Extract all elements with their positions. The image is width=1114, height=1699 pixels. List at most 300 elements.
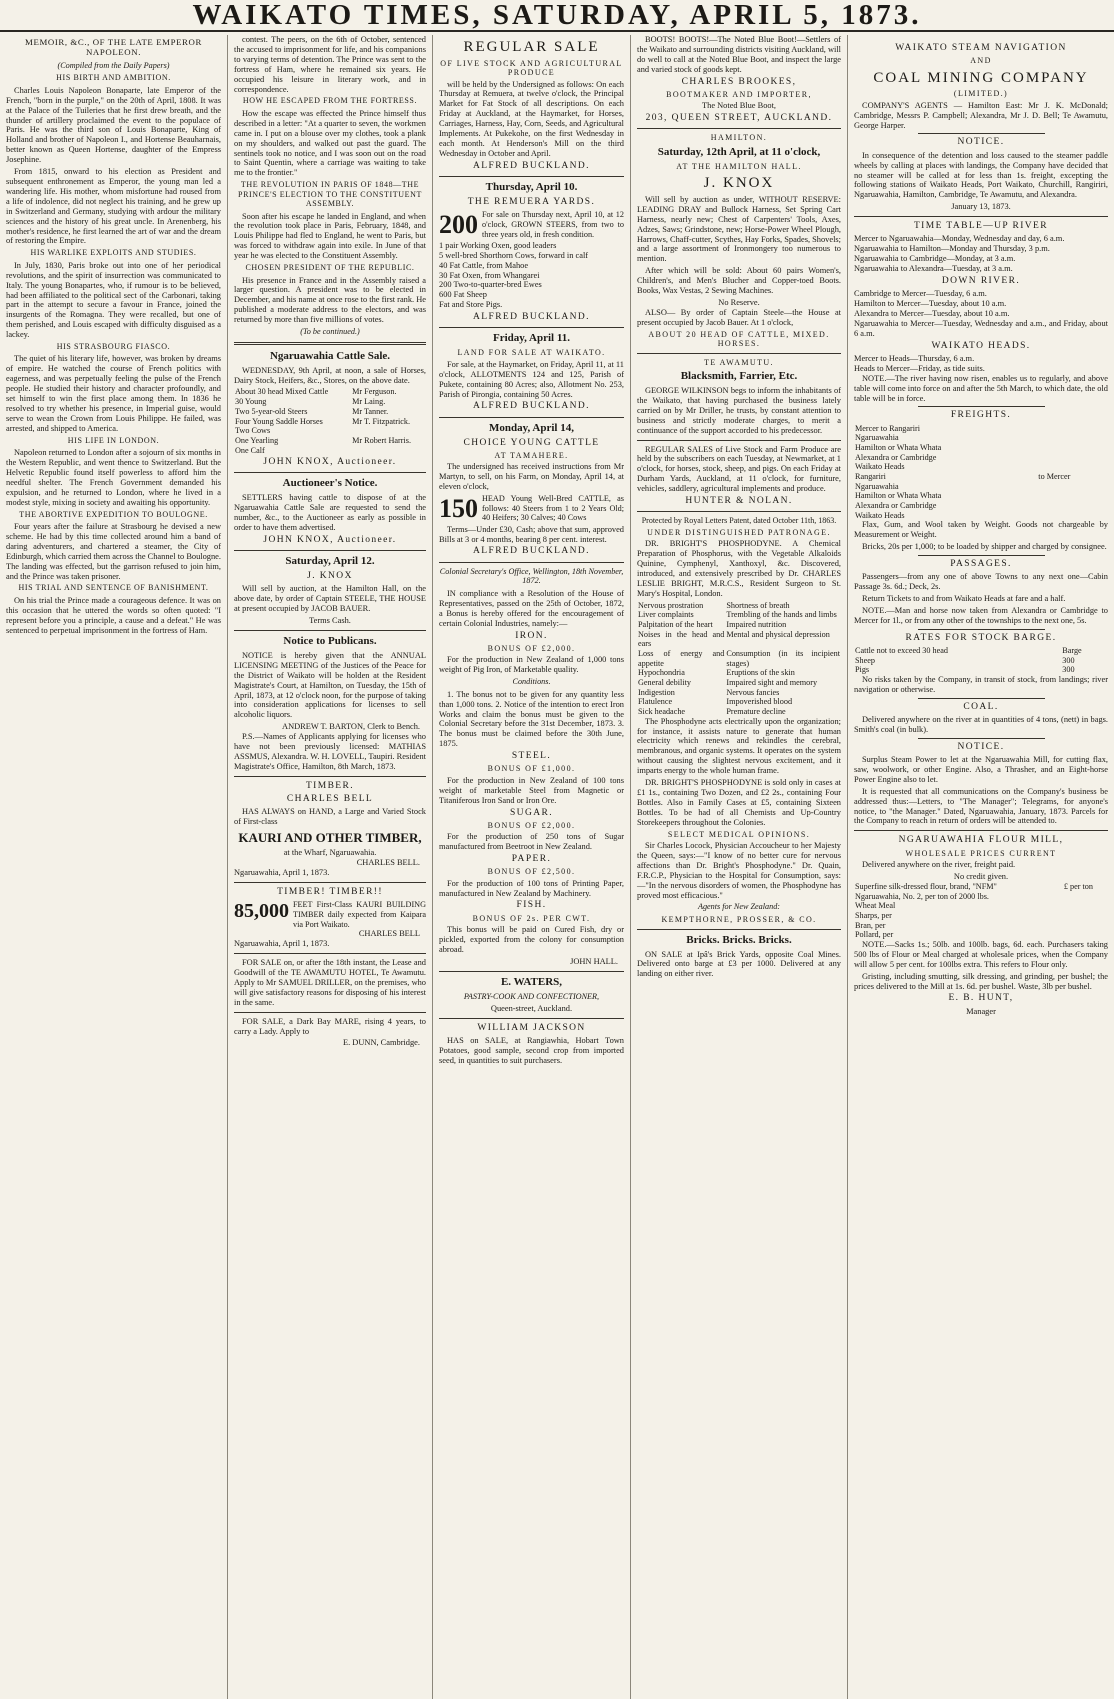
merchant-name: CHARLES BELL: [286, 794, 374, 805]
company-and: AND: [970, 56, 992, 66]
paragraph: Napoleon returned to London after a sojourn of six months in the Western Republic, and went thence to Switzerland. But the Helvetic Republic found itself powerless to afford him the needful shelter. The French Government demanded his expulsion, and he returned to London, where he lived in a modest style, mixing in society and awaiting his opportunity.: [6, 448, 221, 507]
paragraph: Four years after the failure at Strasbourg he devised a new scheme. He had by this time collected around him a band of daring adventurers, and chartered a steamer, the City of Edinburgh, which carried them across the Channel to Boulogne. The landing was effected, but the garrison refused to join him, and the Prince was taken prisoner.: [6, 522, 221, 581]
ailment: Consumption (in its incipient stages): [726, 648, 840, 668]
paragraph: In July, 1830, Paris broke out into one of her periodical revolutions, and the spirit of insurrection was communicated to Italy. The young Bonapartes, who, if rumour is to be believed, had been affiliated to the political sect of the Carbonari, taking part in the attempt to secure a favour in France, joined the insurgents of the Romagna. They were recalled, but one of them perished, and Louis escaped with difficulty disguised as a lackey.: [6, 260, 221, 340]
divider: [234, 550, 426, 551]
notice-body: Surplus Steam Power to let at the Ngaruawahia Mill, for cutting flax, saw, woolwork, or other Engine. Also, a Thrasher, and an Eight-horse Power Engine also to let.: [854, 755, 1108, 784]
flour-mill-title: NGARUAWAHIA FLOUR MILL,: [898, 835, 1064, 846]
bonus-amount: BONUS OF £2,000.: [487, 643, 576, 653]
merchant-trade: BOOTMAKER AND IMPORTER,: [666, 89, 812, 99]
passages-body: Passengers—from any one of above Towns to any next one—Cabin Passage 3s. 6d.; Deck, 2s.: [854, 572, 1108, 592]
table-row: [854, 501, 1108, 511]
divider: [439, 176, 624, 177]
freight-route: Waikato Heads: [855, 510, 905, 520]
ad-body: HEAD Young Well-Bred CATTLE, as follows: 40 Steers from 1 to 2 Years Old; 40 Heifers; 30 Calves; 40 Cows: [482, 493, 624, 523]
bonus-title: IRON.: [515, 630, 548, 641]
ad-location: HAMILTON.: [710, 133, 768, 143]
flour-product: Sharps, per: [855, 910, 892, 920]
ad-body: FOR SALE on, or after the 18th instant, the Lease and Goodwill of the TE AWAMUTU HOTEL, Te Awamutu. Apply to Mr SAMUEL DRILLER, on the premises, who will give satisfactory reasons for disposing of his interest in the same.: [234, 958, 426, 1007]
up-river-list: [854, 234, 1108, 274]
list-item: 30 Fat Oxen, from Whangarei: [439, 270, 540, 280]
section-heading: HIS BIRTH AND AMBITION.: [56, 73, 171, 83]
ad-title: Blacksmith, Farrier, Etc.: [680, 370, 798, 382]
ad-date: Ngaruawahia, April 1, 1873.: [234, 939, 330, 949]
table-row: [637, 630, 841, 649]
auctioneer-name: J. KNOX: [307, 571, 353, 582]
page-columns: [0, 32, 1114, 1699]
stock-owner: Mr Tanner.: [352, 406, 389, 416]
freights-table: [854, 424, 1108, 521]
stock-note: No risks taken by the Company, in transit of stock, from landings; river navigation or otherwise.: [854, 675, 1108, 694]
company-title: WAIKATO STEAM NAVIGATION: [895, 43, 1067, 53]
ailment: Sick headache: [638, 706, 686, 716]
timetable-entry: Mercer to Heads—Thursday, 6 a.m.: [854, 353, 975, 363]
table-row: [234, 417, 426, 427]
ailment: Indigestion: [638, 687, 675, 697]
notice-body: In consequence of the detention and loss caused to the steamer paddle wheels by calling at places with landings, the Company have decided that no steamer will be called at for less than 1s. freight, excepting the following stations of Waikato Heads, Port Waikato, Churchill, Rangiriri, Ngaruawahia, Hamilton, Cambridge, Te Awamutu, and Alexandra.: [854, 150, 1108, 200]
agents-name: KEMPTHORNE, PROSSER, & CO.: [661, 915, 817, 925]
flour-product: Pollard, per: [855, 930, 894, 940]
stock-kind: Sheep: [855, 655, 876, 665]
bonus-amount: BONUS OF £2,500.: [487, 867, 576, 877]
freight-destination: [1037, 482, 1108, 492]
ailment: Impaired nutrition: [726, 619, 787, 629]
bonus-title: FISH.: [516, 900, 547, 911]
agents-label: Agents for New Zealand:: [697, 902, 781, 912]
conditions-heading: Conditions.: [512, 677, 551, 687]
ad-body: SETTLERS having cattle to dispose of at the Ngaruawahia Cattle Sale are requested to send the number, &c., to the Auctioneer as early as possible in order to have them advertised.: [234, 493, 426, 533]
divider: [439, 562, 624, 563]
ad-subtitle: CHOICE YOUNG CATTLE: [463, 437, 600, 448]
list-item: 1 pair Working Oxen, good leaders: [439, 240, 557, 250]
table-row: [234, 446, 426, 456]
ad-title: Ngaruawahia Cattle Sale.: [269, 349, 391, 362]
ad-title: Saturday, 12th April, at 11 o'clock,: [657, 145, 821, 158]
freight-route: Waikato Heads: [855, 462, 905, 472]
ad-location: AT TAMAHERE.: [494, 450, 569, 460]
bonus-body: For the production of 250 tons of Sugar manufactured from Beetroot in New Zealand.: [439, 832, 624, 852]
timetable-entry: Ngaruawahia to Hamilton—Monday and Thursday, 3 p.m.: [854, 244, 1050, 254]
ad-body: DR. BRIGHT'S PHOSPHODYNE. A Chemical Preparation of Phosphorus, with the Vegetable Alkaloids Quinine, Cymphenyl, Xanthoxyl, &c. Discovered, introduced, and extensively prescribed by Dr. CHARLES LESLIE BRIGHT, M.R.C.S., Resident Surgeon to St. Mary's Hospital, London.: [637, 539, 841, 598]
freight-destination: [1037, 424, 1108, 434]
ailment: Loss of energy and appetite: [638, 648, 725, 668]
divider: [439, 1018, 624, 1019]
freight-destination: [1037, 433, 1108, 443]
ailment: Noises in the head and ears: [638, 629, 725, 649]
ad-terms: Terms—Under £30, Cash; above that sum, approved Bills at 3 or 4 months, bearing 8 per cent. interest.: [439, 524, 624, 544]
ad-signature: ANDREW T. BARTON, Clerk to Bench.: [282, 722, 420, 732]
divider: [234, 342, 426, 345]
divider: [637, 511, 841, 512]
ad-subtitle: LAND FOR SALE AT WAIKATO.: [457, 348, 606, 358]
flour-price: [1063, 921, 1108, 931]
column-3: [433, 35, 631, 1699]
ad-note: No Reserve.: [718, 297, 760, 307]
stock-owner: Mr Robert Harris.: [352, 435, 411, 445]
table-row: [854, 646, 1108, 656]
table-row: [854, 443, 1108, 453]
ad-price: DR. BRIGHT'S PHOSPHODYNE is sold only in cases at £1 1s., containing Two Dozen, and £2 2s., containing Four Bottles. Also in Family Cases at £5, containing Sixteen Bottles. To be had of all Chemists and Up-Country Storekeepers throughout the Colonies.: [637, 778, 841, 827]
table-row: [854, 482, 1108, 492]
list-item: 600 Fat Sheep: [439, 290, 487, 300]
bonus-title: STEEL.: [511, 751, 552, 762]
divider: [234, 953, 426, 954]
timetable-entry: Cambridge to Mercer—Tuesday, 6 a.m.: [854, 289, 987, 299]
flour-price: [1063, 892, 1108, 902]
divider: [918, 738, 1045, 739]
ad-postscript: P.S.—Names of Applicants applying for licenses who have not been previously licensed: MATHIAS ASSMUS, Alexandra. W. H. LOVELL, Taupiri. Resident Magistrate's Office, Hamilton, 8th March, 1873.: [234, 732, 426, 771]
flour-price: [1063, 930, 1108, 940]
bonus-conditions: 1. The bonus not to be given for any quantity less than 1,000 tons. 2. Notice of the intention to erect Iron Works and claim the bonus must be given to the Colonial Secretary before the 31st December, 1873. 3. The bonus must be claimed before the 30th June, 1875.: [439, 689, 624, 749]
stock-kind: Cattle not to exceed 30 head: [855, 646, 948, 655]
table-row: [234, 387, 426, 397]
ad-title: Notice to Publicans.: [283, 634, 377, 647]
ad-title: Thursday, April 10.: [485, 181, 578, 194]
ad-signature: JOHN KNOX, Auctioneer.: [263, 457, 397, 468]
timetable-entry: Hamilton to Mercer—Tuesday, about 10 a.m.: [854, 299, 1007, 309]
freight-destination: [1037, 443, 1108, 453]
table-row: [637, 697, 841, 707]
bonus-body: For the production in New Zealand of 100 tons weight of marketable Steel from Magnetic or Titaniferous Iron Sand or Iron Ore.: [439, 775, 624, 805]
bonus-title: SUGAR.: [510, 807, 553, 818]
ad-title: Saturday, April 12.: [285, 555, 375, 568]
paragraph: Charles Louis Napoleon Bonaparte, late Emperor of the French, "born in the purple," on the 20th of April, 1808. It was at the Palace of the Tuileries that he first drew breath, and the thunder of artillery proclaimed the event to the populace of Paris. He was the third son of Louis Bonaparte, King of Holland and brother of Napoleon I., and Hortense Beauharnais, better known as Queen Hortense, daughter of the Empress Josephine.: [6, 85, 221, 165]
table-row: [854, 656, 1108, 666]
column-2: [228, 35, 433, 1699]
merchant-name: WILLIAM JACKSON: [477, 1023, 586, 1034]
ad-body: BOOTS! BOOTS!—The Noted Blue Boot!—Settlers of the Waikato and surrounding districts visiting Auckland, will do well to call at the Noted Blue Boot, and inspect the large and varied stock of goods kept.: [637, 35, 841, 74]
stock-owner: [351, 446, 426, 456]
table-row: [234, 436, 426, 446]
steers-quantity: 200: [439, 210, 478, 240]
ad-body: GEORGE WILKINSON begs to inform the inhabitants of the Waikato, that having purchased the business lately carried on by Mr Driller, he trusts, by constant attention to business and strictly moderate charges, to merit a continuance of the support accorded to his predecessor.: [637, 385, 841, 435]
divider: [637, 929, 841, 930]
ad-headline: ABOUT 20 HEAD OF CATTLE, MIXED. HORSES.: [648, 329, 830, 349]
ad-signature: HUNTER & NOLAN.: [685, 496, 793, 507]
ailment: Nervous fancies: [726, 687, 780, 697]
table-row: [854, 892, 1108, 902]
bonus-body: For the production in New Zealand of 1,000 tons weight of Pig Iron, of Marketable quality.: [439, 655, 624, 675]
divider: [234, 1012, 426, 1013]
table-row: [854, 882, 1108, 892]
company-limited: (LIMITED.): [953, 89, 1009, 99]
freight-route: Ngaruawahia: [855, 481, 899, 491]
ailment: Liver complaints: [638, 610, 694, 620]
flour-note: NOTE.—Sacks 1s.; 50lb. and 100lb. bags, 6d. each. Purchasers taking 500 lbs of Flour or Meal charged at wholesale prices, when the Company will allow 5 per cent. for 100lbs extra. This refers to Flour only.: [854, 939, 1108, 969]
timetable-entry: Ngaruawahia to Alexandra—Tuesday, at 3 a.m.: [854, 264, 1013, 274]
table-row: [854, 921, 1108, 931]
merchant-name: CHARLES BROOKES,: [681, 76, 797, 87]
stock-rate: Barge: [1062, 646, 1082, 655]
ailment: Impaired sight and memory: [726, 677, 818, 687]
table-row: [854, 911, 1108, 921]
ailment: Mental and physical depression: [726, 629, 830, 639]
section-heading: THE ABORTIVE EXPEDITION TO BOULOGNE.: [19, 509, 208, 519]
article-headline: MEMOIR, &C., OF THE LATE EMPEROR NAPOLEON.: [25, 37, 202, 58]
ad-body: The undersigned has received instructions from Mr Martyn, to sell, on his Farm, on Monday, April 14, at eleven o'clock,: [439, 462, 624, 492]
flour-role: Manager: [966, 1006, 996, 1016]
notice-signature: JOHN HALL.: [570, 956, 618, 966]
stock-owner: [351, 426, 426, 436]
ad-body: ON SALE at Ipâ's Brick Yards, opposite Coal Mines. Delivered onto barge at £3 per 1000. Delivered at any landing on either river.: [637, 949, 841, 979]
ad-signature: CHARLES BELL: [358, 929, 420, 939]
ad-signature: ALFRED BUCKLAND.: [473, 160, 590, 171]
ad-terms: Terms Cash.: [309, 616, 351, 626]
cattle-quantity: 150: [439, 493, 478, 523]
merchant-name: E. WATERS,: [500, 975, 563, 988]
ad-location: at the Wharf, Ngaruawahia.: [283, 848, 377, 858]
divider: [637, 440, 841, 441]
notice-body: IN compliance with a Resolution of the House of Representatives, passed on the 25th of October, 1872, a Bonus is hereby offered for the encouragement of certain Colonial Industries, namely:—: [439, 589, 624, 628]
divider: [234, 630, 426, 631]
cattle-sale-table: [234, 387, 426, 455]
stock-owner: Mr Ferguson.: [352, 387, 397, 397]
freights-title: FREIGHTS.: [950, 410, 1012, 421]
timber-quantity: 85,000: [234, 900, 289, 923]
divider: [918, 555, 1045, 556]
ad-body: WEDNESDAY, 9th April, at noon, a sale of Horses, Dairy Stock, Heifers, &c., Stores, on the above date.: [234, 365, 426, 385]
freight-route: Rangariri: [855, 471, 886, 481]
table-row: [637, 649, 841, 668]
paragraph: Soon after his escape he landed in England, and when the revolution took place in Paris, February, 1848, and Louis Philippe had fled to England, he went to Paris, but was forced to withdraw again into exile. In June of that year he was elected to the Constituent Assembly.: [234, 211, 426, 261]
list-item: 40 Fat Cattle, from Mahoe: [439, 260, 529, 270]
ad-signature: E. DUNN, Cambridge.: [343, 1038, 420, 1048]
table-row: [637, 688, 841, 698]
passages-title: PASSAGES.: [950, 559, 1012, 570]
divider: [854, 216, 1108, 217]
stock-list: [439, 241, 624, 310]
stock-item: 30 Young: [235, 397, 267, 407]
section-heading: HIS STRASBOURG FIASCO.: [56, 342, 171, 352]
ailment: Premature decline: [726, 706, 786, 716]
divider: [439, 327, 624, 328]
divider: [854, 830, 1108, 831]
table-row: [637, 707, 841, 717]
table-row: [854, 665, 1108, 675]
ad-headline: KAURI AND OTHER TIMBER,: [238, 830, 422, 846]
stock-owner: Mr T. Fitzpatrick.: [352, 416, 411, 426]
section-heading: HIS TRIAL AND SENTENCE OF BANISHMENT.: [18, 583, 209, 593]
newspaper-title: WAIKATO TIMES, SATURDAY, APRIL 5, 1873.: [192, 0, 922, 31]
column-1: [0, 35, 228, 1699]
continued-note: (To be continued.): [300, 327, 360, 337]
column-4: [631, 35, 848, 1699]
ad-body: The Phosphodyne acts electrically upon the organization; for instance, it assists nature to generate that human electricity which renews and rekindles the cerebral, membranous, and organic systems. It operates on the system without causing the slightest nervous excitement, and it imparts energy to the whole human frame.: [637, 716, 841, 776]
flour-mill-subtitle: WHOLESALE PRICES CURRENT: [905, 848, 1057, 858]
company-name: COAL MINING COMPANY: [873, 69, 1089, 86]
section-heading: HIS WARLIKE EXPLOITS AND STUDIES.: [30, 248, 197, 258]
ailment: General debility: [638, 677, 691, 687]
bonus-amount: BONUS OF £1,000.: [487, 764, 576, 774]
stock-kind: Pigs: [855, 665, 870, 675]
paragraph: The quiet of his literary life, however, was broken by dreams of empire. He watched the course of French politics with eagerness, and was perpetually feeling the pulse of the French people. He studied their history and character profoundly, and set himself to win the first place among them. In 1836 he resolved to try whether his presence, in Imperial guise, would serve to wean the Crown from Louis Philippe. He failed, was arrested, and shipped to America.: [6, 354, 221, 433]
ad-title: REGULAR SALE: [463, 39, 600, 55]
table-row: [854, 453, 1108, 463]
timetable-entry: Ngaruawahia to Mercer—Tuesday, Wednesday and a.m., and Friday, about 6 a.m.: [854, 318, 1108, 338]
merchant-sign: The Noted Blue Boot,: [702, 101, 776, 111]
section-heading: THE REVOLUTION IN PARIS OF 1848—THE PRINCE'S ELECTION TO THE CONSTITUENT ASSEMBLY.: [238, 180, 422, 209]
freights-note: Bricks, 20s per 1,000; to be loaded by shipper and charged by consignee.: [862, 542, 1107, 552]
ad-body: Will sell by auction as under, WITHOUT RESERVE: LEADING DRAY and Bullock Harness, Set Spring Cart Harness, nearly new; Chest of Carpenters' Tools, Axes, Adzes, Saws; Grindstone, new; Horse-Power Wheel Plough, Harrows, Chaff-cutter, Scythes, Hay Forks, Spades, Shovels; and a large assortment of Ironmongery too numerous to mention.: [637, 194, 841, 264]
table-row: [637, 610, 841, 620]
passages-return: Return Tickets to and from Waikato Heads at fare and a half.: [862, 594, 1066, 604]
ad-location: AT THE HAMILTON HALL.: [676, 161, 802, 171]
stock-item: Two Cows: [235, 426, 271, 436]
flour-product: Superfine silk-dressed flour, brand, "NFM": [855, 881, 997, 891]
section-heading: HOW HE ESCAPED FROM THE FORTRESS.: [242, 96, 418, 106]
flour-delivery: Delivered anywhere on the river, freight paid.: [862, 860, 1016, 870]
flour-gristing: Gristing, including smutting, silk dressing, and grinding, per bushel; the prices delivered to the Mill at 1s. 6d. per bushel. Waste, 3lb per bushel.: [854, 971, 1108, 991]
divider: [234, 882, 426, 883]
table-row: [234, 397, 426, 407]
divider: [439, 417, 624, 418]
freights-note: Flax, Gum, and Wool taken by Weight. Goods not chargeable by Measurement or Weight.: [854, 520, 1108, 540]
ad-signature: JOHN KNOX, Auctioneer.: [263, 534, 397, 545]
ad-title: Friday, April 11.: [492, 332, 570, 345]
stock-item: One Calf: [235, 445, 265, 455]
flour-price: [1063, 911, 1108, 921]
ad-subheading: SELECT MEDICAL OPINIONS.: [667, 829, 811, 839]
notice-title: NOTICE.: [957, 137, 1005, 148]
stock-item: Four Young Saddle Horses: [235, 416, 323, 426]
timetable-entry: Mercer to Ngaruawahia—Monday, Wednesday and day, 6 a.m.: [854, 234, 1065, 244]
table-row: [854, 472, 1108, 482]
divider: [234, 472, 426, 473]
patronage-note: UNDER DISTINGUISHED PATRONAGE.: [647, 527, 831, 537]
table-row: [637, 601, 841, 611]
timetable-title: WAIKATO HEADS.: [931, 340, 1031, 351]
ailments-table: [637, 601, 841, 717]
patent-note: Protected by Royal Letters Patent, dated October 11th, 1863.: [641, 516, 837, 526]
merchant-address: Queen-street, Auckland.: [490, 1004, 573, 1014]
ad-body: FEET First-Class KAURI BUILDING TIMBER daily expected from Kaipara via Port Waikato.: [293, 900, 426, 929]
ad-location: THE REMUERA YARDS.: [467, 196, 596, 207]
down-river-list: [854, 289, 1108, 339]
stock-item: Two 5-year-old Steers: [235, 406, 308, 416]
ailment: Palpitation of the heart: [638, 619, 713, 629]
coal-title: COAL.: [963, 701, 999, 712]
divider: [918, 406, 1045, 407]
timetable-entry: Alexandra to Mercer—Tuesday, about 10 a.m.: [854, 308, 1010, 318]
ad-signature: ALFRED BUCKLAND.: [473, 401, 590, 412]
table-row: [854, 930, 1108, 940]
ad-location: TE AWAMUTU.: [704, 357, 774, 367]
ailment: Impoverished blood: [726, 697, 793, 707]
freight-destination: [1037, 462, 1108, 472]
ad-body: FOR SALE, a Dark Bay MARE, rising 4 years, to carry a Lady. Apply to: [234, 1016, 426, 1036]
timetable-entry: Ngaruawahia to Cambridge—Monday, at 3 a.m.: [854, 254, 1016, 264]
masthead: [0, 0, 1114, 32]
flour-product: Bran, per: [855, 920, 886, 930]
ad-title: Monday, April 14,: [489, 421, 574, 434]
paragraph: How the escape was effected the Prince himself thus described in a letter: "At a quarter to seven, the workmen came in. I put on a blouse over my clothes, took a plank on my shoulders, and walked out past the guard. The sentinels took no notice, and I was soon out on the road to Saint Quentin, where a carriage was waiting to take me to the frontier.": [234, 108, 426, 178]
notice-heading: Colonial Secretary's Office, Wellington, 18th November, 1872.: [439, 566, 624, 586]
timber-quantity-row: [234, 900, 426, 929]
flour-product: Ngaruawahia, No. 2, per ton of 2000 lbs.: [855, 891, 989, 901]
ad-body: REGULAR SALES of Live Stock and Farm Produce are held by the subscribers on each Tuesday, at Newmarket, at 1 o'clock, for horses, stock, sheep, and pigs. On each Friday at Durham Yards, Auckland, at 11 o'clock, for furniture, vehicles, saddlery, agricultural implements and produce.: [637, 444, 841, 494]
freight-route: Mercer to Rangariri: [855, 423, 921, 433]
freight-destination: [1037, 501, 1108, 511]
ad-signature: ALFRED BUCKLAND.: [473, 546, 590, 557]
coal-body: Delivered anywhere on the river at in quantities of 4 tons, (nett) in bags. Smith's coal (in bulk).: [854, 715, 1108, 734]
freight-route: Hamilton or Whata Whata: [855, 442, 942, 452]
flour-product: Wheat Meal: [855, 901, 896, 911]
ad-body: Will sell by auction, at the Hamilton Hall, on the above date, by order of Captain STEELE, THE HOUSE at present occupied by JACOB BAUER.: [234, 584, 426, 614]
ad-body: After which will be sold: About 60 pairs Women's, Children's, and Men's Blucher and Copper-toed Boots. Books, Wax Vestas, 2 Sewing Machines.: [637, 266, 841, 296]
flour-credit: No credit given.: [953, 871, 1009, 881]
paragraph: From 1815, onward to his election as President and subsequent enthronement as Emperor, the young man led a wandering life. His mother, whom misfortune had roused from a life of indolence, did not neglect his training, and he grew up in Switzerland and Germany, studying with ardour the military sciences and the history of his great uncle. In Arenenberg, his mother's residence, he first learned the art of war and the dream of restoring the Empire.: [6, 167, 221, 246]
ad-subtitle: OF LIVE STOCK AND AGRICULTURAL PRODUCE: [440, 58, 623, 78]
column-5: [848, 35, 1114, 1699]
table-row: [637, 620, 841, 630]
table-row: [854, 424, 1108, 434]
section-heading: CHOSEN PRESIDENT OF THE REPUBLIC.: [245, 263, 415, 273]
paragraph: contest. The peers, on the 6th of October, sentenced the accused to imprisonment for life, and his companions to varying terms of detention. The Prince was sent to the fortress of Ham, where he remained six years. He occupied his leisure in literary work, and in correspondence.: [234, 35, 426, 94]
ailment: Shortness of breath: [726, 600, 790, 610]
flour-price: £ per ton: [1063, 881, 1093, 891]
timetable-entry: Heads to Mercer—Friday, as tide suits.: [854, 363, 985, 373]
ad-title: TIMBER.: [305, 780, 355, 791]
ad-body: will be held by the Undersigned as follows: On each Thursday at Remuera, at twelve o'clock, the Principal Market for Fat Stock of all descriptions. On each Friday at Auckland, at the Haymarket, for Horses, Carriages, Harness, Hay, Corn, Seeds, and Agricultural Implements. At Pukekohe, on the first Wednesday in each month. At Henderson's Mill on the third Wednesday in October and April.: [439, 79, 624, 158]
bonus-title: PAPER.: [511, 854, 552, 864]
heads-list: [854, 354, 1108, 374]
freight-route: Alexandra or Cambridge: [855, 501, 937, 510]
divider: [439, 971, 624, 972]
divider: [234, 776, 426, 777]
notice-date: January 13, 1873.: [951, 202, 1011, 212]
bonus-amount: BONUS OF 2s. PER CWT.: [472, 913, 591, 923]
stock-rates-table: [854, 646, 1108, 675]
ad-title: Bricks. Bricks. Bricks.: [686, 933, 792, 946]
table-row: [854, 491, 1108, 501]
bonus-body: For the production of 100 tons of Printing Paper, manufactured in New Zealand by Machinery.: [439, 878, 624, 898]
ad-body: Sir Charles Locock, Physician Accoucheur to her Majesty the Queen, says:—"I know of no better cure for nervous affections than Dr. Bright's Phosphodyne." Dr. Quain, F.R.C.P., Physician to the Hospital for Consumption, says:—"In the nervous disorders of women, the Phosphodyne has proved most efficacious.": [637, 841, 841, 900]
stock-item: About 30 head Mixed Cattle: [235, 387, 329, 397]
stock-rate: 300: [1062, 665, 1075, 675]
timetable-title: DOWN RIVER.: [941, 275, 1021, 286]
merchant-address: 203, QUEEN STREET, AUCKLAND.: [645, 113, 833, 124]
list-item: 5 well-bred Shorthorn Cows, forward in calf: [439, 250, 589, 260]
table-row: [637, 668, 841, 678]
table-row: [854, 901, 1108, 911]
ad-body: HAS ALWAYS on HAND, a Large and Varied Stock of First-class: [234, 807, 426, 827]
divider: [637, 128, 841, 129]
cattle-quantity-row: [439, 494, 624, 525]
bonus-amount: BONUS OF £2,000.: [487, 820, 576, 830]
ailment: Trembling of the hands and limbs: [726, 610, 837, 620]
divider: [918, 133, 1045, 134]
flour-signature: E. B. HUNT,: [948, 993, 1014, 1004]
ad-body: For sale on Thursday next, April 10, at 12 o'clock, GROWN STEERS, from two to three years old, in fresh condition.: [482, 210, 624, 239]
table-row: [854, 462, 1108, 472]
freight-destination: [1037, 491, 1108, 501]
timetable-note: NOTE.—The river having now risen, enables us to regularly, and above table will come into force on and after the 5th March, to which date, the old table will be in force.: [854, 373, 1108, 403]
bonus-body: This bonus will be paid on Cured Fish, dry or pickled, exported from the colony for consumption abroad.: [439, 925, 624, 954]
ailment: Eruptions of the skin: [726, 668, 795, 678]
auctioneer-name: J. KNOX: [703, 175, 775, 192]
flour-prices-table: [854, 882, 1108, 940]
timetable-title: TIME TABLE—UP RIVER: [913, 221, 1049, 232]
stock-item: One Yearling: [235, 435, 279, 445]
paragraph: His presence in France and in the Assembly raised a larger question. A president was to be elected in December, and his name at once rose to the first rank. He published a moderate address to the electors, and was returned by more than five millions of votes.: [234, 275, 426, 325]
ad-body: ALSO— By order of Captain Steele—the House at present occupied by Jacob Bauer. At 1 o'clock,: [637, 307, 841, 327]
divider: [637, 353, 841, 354]
merchant-trade: PASTRY-COOK AND CONFECTIONER,: [463, 991, 600, 1001]
ailment: Nervous prostration: [638, 600, 704, 610]
stock-rates-title: RATES FOR STOCK BARGE.: [905, 632, 1057, 643]
notice-title: NOTICE.: [957, 741, 1005, 752]
ad-date: Ngaruawahia, April 1, 1873.: [234, 868, 330, 878]
